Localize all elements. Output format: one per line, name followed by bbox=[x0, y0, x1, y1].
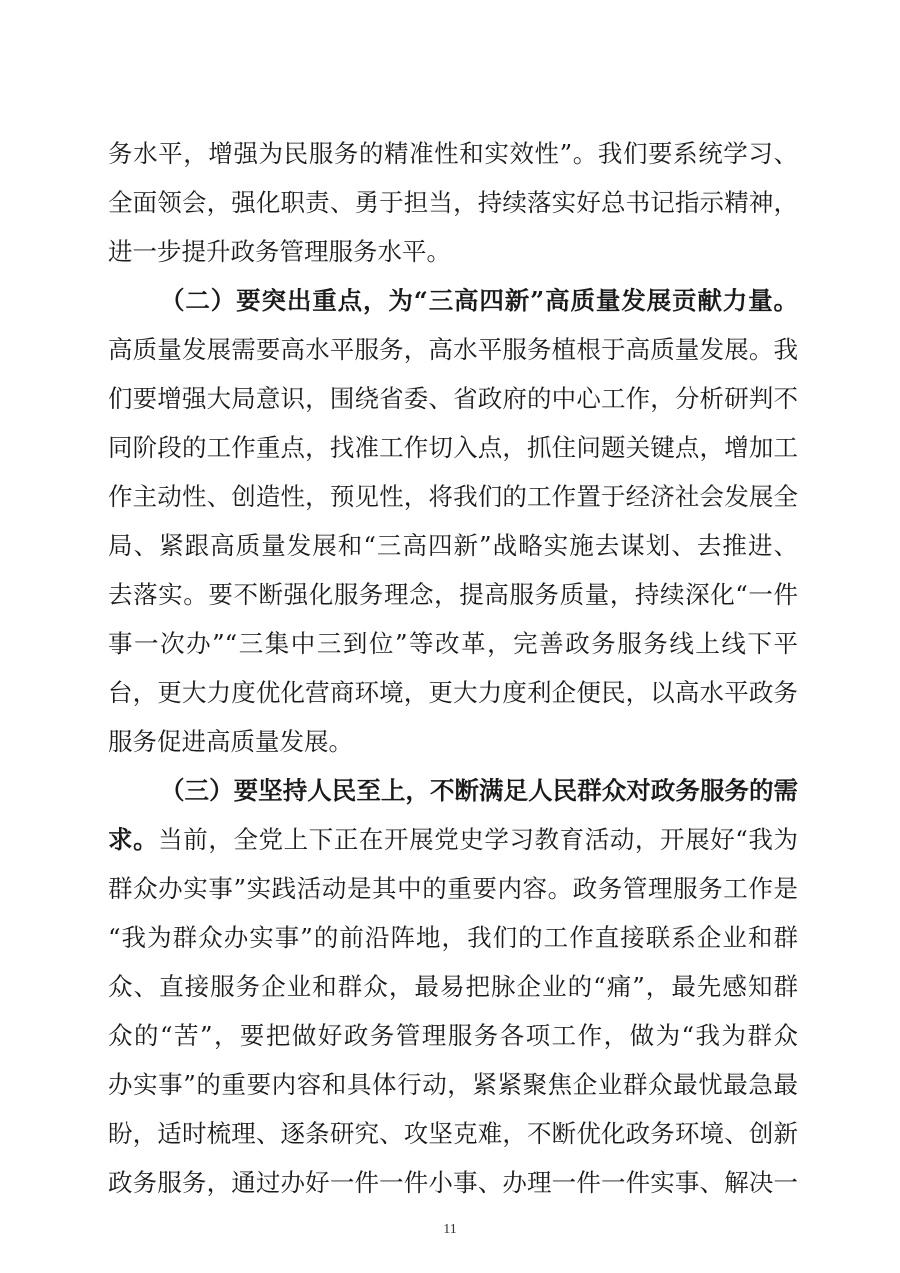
paragraph-line: 办实事”的重要内容和具体行动，紧紧聚焦企业群众最忧最急最 bbox=[108, 1070, 798, 1099]
section-heading-tail: 求。 bbox=[108, 825, 159, 854]
page-number: 11 bbox=[443, 1222, 457, 1237]
paragraph-line bbox=[108, 822, 798, 858]
paragraph-line: “我为群众办实事”的前沿阵地，我们的工作直接联系企业和群 bbox=[108, 923, 798, 952]
paragraph-line: 盼，适时梳理、逐条研究、攻坚克难，不断优化政务环境、创新 bbox=[108, 1119, 798, 1148]
paragraph-line: 全面领会，强化职责、勇于担当，持续落实好总书记指示精神， bbox=[108, 188, 798, 217]
paragraph-line: 高质量发展需要高水平服务，高水平服务植根于高质量发展。我 bbox=[108, 335, 798, 364]
section-heading: （二）要突出重点，为“三高四新”高质量发展贡献力量。 bbox=[160, 286, 798, 315]
paragraph-line: 服务促进高质量发展。 bbox=[108, 727, 353, 756]
paragraph-line: 众、直接服务企业和群众，最易把脉企业的“痛”，最先感知群 bbox=[108, 972, 798, 1001]
paragraph-line: 务水平，增强为民服务的精准性和实效性”。我们要系统学习、 bbox=[108, 139, 798, 168]
paragraph-line: 政务服务，通过办好一件一件小事、办理一件一件实事、解决一 bbox=[108, 1168, 798, 1197]
paragraph-line: 去落实。要不断强化服务理念，提高服务质量，持续深化“一件 bbox=[108, 580, 798, 609]
paragraph-line: 众的“苦”，要把做好政务管理服务各项工作，做为“我为群众 bbox=[108, 1021, 798, 1050]
paragraph-line: 台，更大力度优化营商环境，更大力度利企便民，以高水平政务 bbox=[108, 678, 798, 707]
paragraph-line: 进一步提升政务管理服务水平。 bbox=[108, 237, 451, 266]
paragraph-line: 局、紧跟高质量发展和“三高四新”战略实施去谋划、去推进、 bbox=[108, 531, 798, 560]
paragraph-line: 们要增强大局意识，围绕省委、省政府的中心工作，分析研判不 bbox=[108, 384, 798, 413]
paragraph-line: 群众办实事”实践活动是其中的重要内容。政务管理服务工作是 bbox=[108, 874, 798, 903]
paragraph-line: 作主动性、创造性，预见性，将我们的工作置于经济社会发展全 bbox=[108, 482, 798, 511]
paragraph-line: 事一次办”“三集中三到位”等改革，完善政务服务线上线下平 bbox=[108, 629, 798, 658]
paragraph-line-rest: 当前，全党上下正在开展党史学习教育活动，开展好“我为 bbox=[158, 825, 798, 854]
section-heading: （三）要坚持人民至上，不断满足人民群众对政务服务的需 bbox=[160, 776, 798, 805]
paragraph-line: 同阶段的工作重点，找准工作切入点，抓住问题关键点，增加工 bbox=[108, 433, 798, 462]
